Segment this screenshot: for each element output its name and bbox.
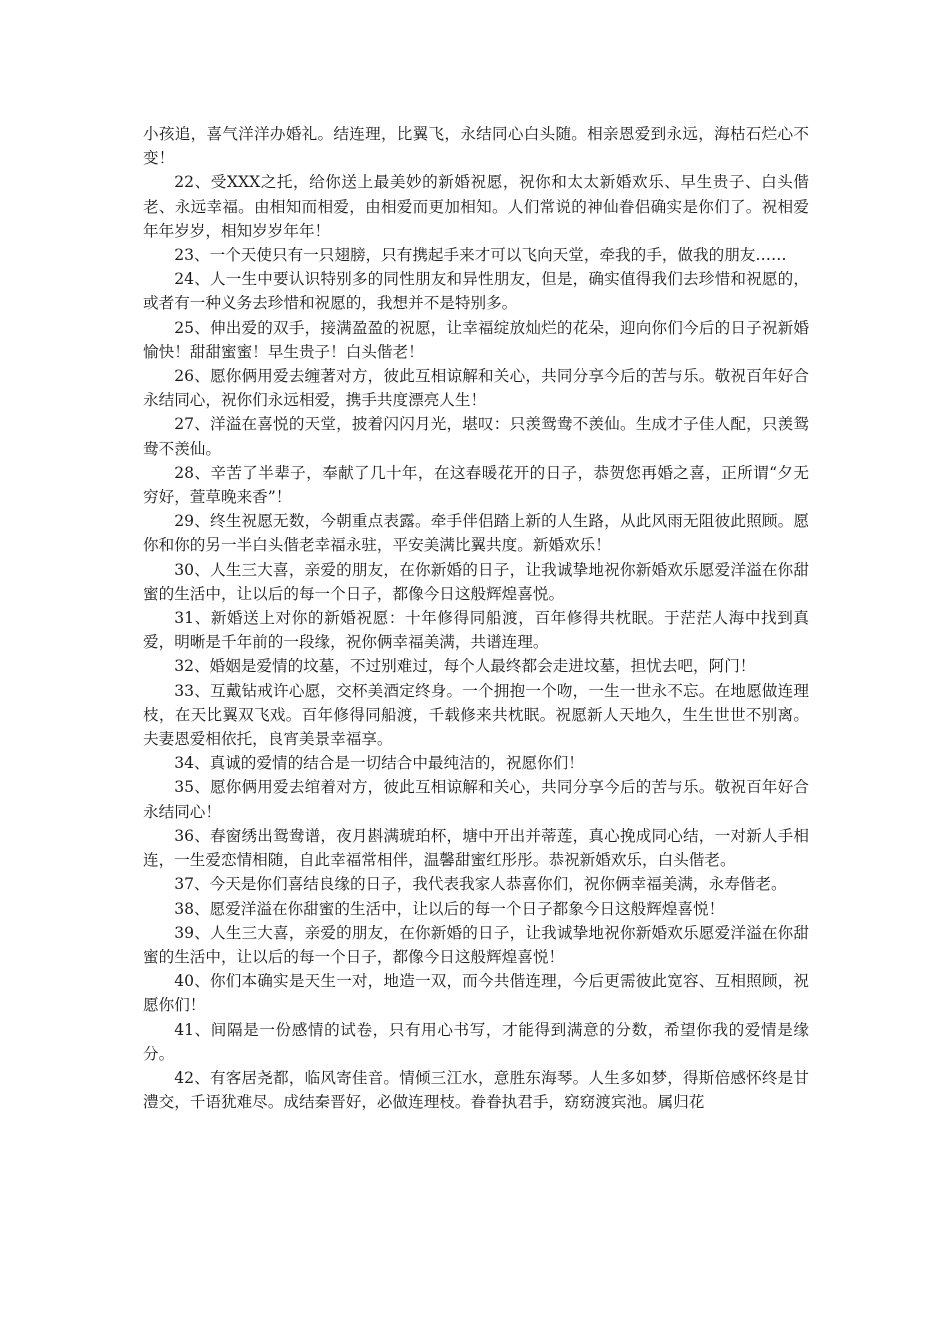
paragraph-25: 25、伸出爱的双手，接满盈盈的祝愿，让幸福绽放灿烂的花朵，迎向你们今后的日子祝新婚愉快！甜甜蜜蜜！早生贵子！白头偕老！ [143,318,809,361]
paragraph-24: 24、人一生中要认识特别多的同性朋友和异性朋友，但是，确实值得我们去珍惜和祝愿的，或者有一种义务去珍惜和祝愿的，我想并不是特别多。 [143,270,809,313]
paragraph-41: 41、间隔是一份感情的试卷，只有用心书写，才能得到满意的分数，希望你我的爱情是缘分。 [143,1020,809,1063]
paragraph-34: 34、真诚的爱情的结合是一切结合中最纯洁的，祝愿你们！ [174,754,584,773]
paragraph-continued: 小孩追，喜气洋洋办婚礼。结连理，比翼飞，永结同心白头随。相亲恩爱到永远，海枯石烂心不变！ [143,125,809,168]
paragraph-35: 35、愿你俩用爱去绾着对方，彼此互相谅解和关心，共同分享今后的苦与乐。敬祝百年好合永结同心！ [143,778,809,821]
paragraph-39: 39、人生三大喜，亲爱的朋友，在你新婚的日子，让我诚挚地祝你新婚欢乐愿爱洋溢在你甜蜜的生活中，让以后的每一个日子，都像今日这般辉煌喜悦！ [143,923,809,966]
paragraph-37: 37、今天是你们喜结良缘的日子，我代表我家人恭喜你们，祝你俩幸福美满，永寿偕老。 [174,875,787,894]
paragraph-30: 30、人生三大喜，亲爱的朋友，在你新婚的日子，让我诚挚地祝你新婚欢乐愿爱洋溢在你甜蜜的生活中，让以后的每一个日子，都像今日这般辉煌喜悦。 [143,560,809,603]
paragraph-36: 36、春窗绣出鸳鸯谱，夜月斟满琥珀杯，塘中开出并蒂莲，真心挽成同心结，一对新人手相连，一生爱恋情相随，自此幸福常相伴，温馨甜蜜红彤彤。恭祝新婚欢乐，白头偕老。 [143,826,809,870]
document-body [143,122,809,1114]
paragraph-38: 38、愿爱洋溢在你甜蜜的生活中，让以后的每一个日子都象今日这般辉煌喜悦！ [174,899,725,918]
paragraph-32: 32、婚姻是爱情的坟墓，不过别难过，每个人最终都会走进坟墓，担忧去吧，阿门！ [174,657,756,676]
paragraph-27: 27、洋溢在喜悦的天堂，披着闪闪月光，堪叹：只羡鸳鸯不羡仙。生成才子佳人配，只羡鸳鸯不羡仙。 [143,415,809,458]
paragraph-29: 29、终生祝愿无数，今朝重点表露。牵手伴侣踏上新的人生路，从此风雨无阻彼此照顾。愿你和你的另一半白头偕老幸福永驻，平安美满比翼共度。新婚欢乐！ [143,512,809,555]
paragraph-26: 26、愿你俩用爱去缠著对方，彼此互相谅解和关心，共同分享今后的苦与乐。敬祝百年好合永结同心，祝你们永远相爱，携手共度漂亮人生！ [143,367,809,410]
paragraph-42: 42、有客居尧都，临风寄佳音。情倾三江水，意胜东海琴。人生多如梦，得斯倍感怀终是甘澧交，千语犹难尽。成结秦晋好，必做连理枝。眷眷执君手，窈窈渡宾池。属归花 [143,1068,809,1112]
paragraph-31: 31、新婚送上对你的新婚祝愿：十年修得同船渡，百年修得共枕眠。于茫茫人海中找到真爱，明晰是千年前的一段缘，祝你俩幸福美满，共谱连理。 [143,609,809,652]
paragraph-40: 40、你们本确实是天生一对，地造一双，而今共偕连理，今后更需彼此宽容、互相照顾，祝愿你们！ [143,972,809,1015]
paragraph-33: 33、互戴钻戒许心愿，交杯美酒定终身。一个拥抱一个吻，一生一世永不忘。在地愿做连理枝，在天比翼双飞戏。百年修得同船渡，千载修来共枕眠。祝愿新人天地久，生生世世不别离。夫妻恩爱相依托，良宵美景幸福享。 [143,681,809,749]
paragraph-28: 28、辛苦了半辈子，奉献了几十年，在这春暖花开的日子，恭贺您再婚之喜，正所谓“夕无穷好，萱草晚来香”！ [143,463,809,507]
paragraph-23: 23、一个天使只有一只翅膀，只有携起手来才可以飞向天堂，牵我的手，做我的朋友…… [174,246,787,265]
paragraph-22: 22、受XXX之托，给你送上最美妙的新婚祝愿，祝你和太太新婚欢乐、早生贵子、白头偕老、永远幸福。由相知而相爱，由相爱而更加相知。人们常说的神仙眷侣确实是你们了。祝相爱年年岁岁，相知岁岁年年！ [143,173,809,240]
